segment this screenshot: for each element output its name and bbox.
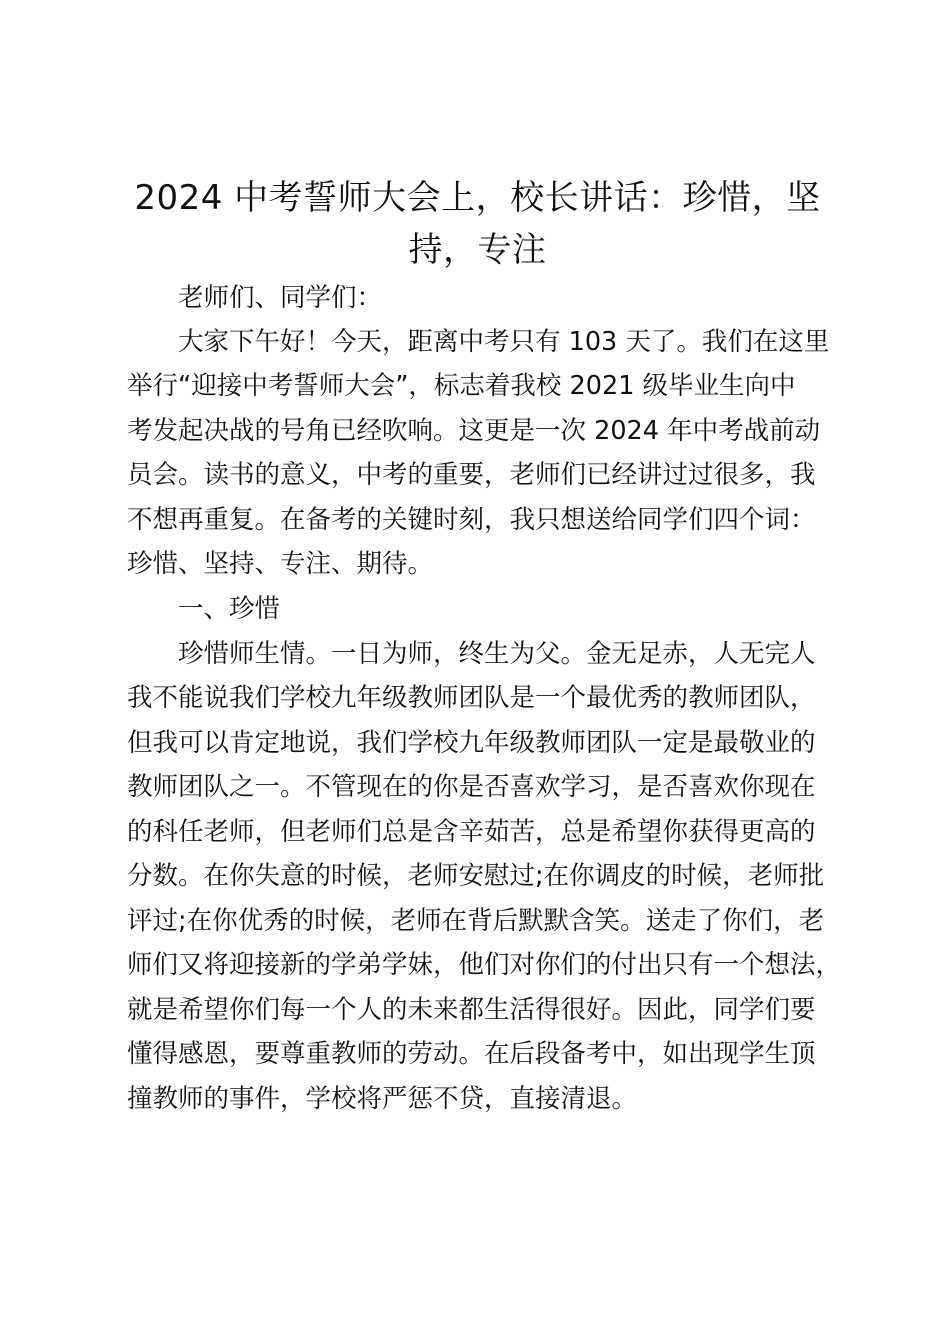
paragraph-line: 分数。在你失意的时候，老师安慰过;在你调皮的时候，老师批 bbox=[127, 861, 825, 891]
paragraph-line: 不想再重复。在备考的关键时刻，我只想送给同学们四个词： bbox=[127, 505, 816, 535]
document-title bbox=[120, 172, 835, 276]
paragraph-line: 考发起决战的号角已经吹响。这更是一次 2024 年中考战前动 bbox=[127, 416, 821, 446]
paragraph-line: 撞教师的事件，学校将严惩不贷，直接清退。 bbox=[127, 1084, 638, 1114]
paragraph-line: 懂得感恩，要尊重教师的劳动。在后段备考中，如出现学生顶 bbox=[127, 1039, 816, 1069]
title-line-1: 2024 中考誓师大会上，校长讲话：珍惜，坚 bbox=[134, 178, 821, 218]
paragraph-line: 评过;在你优秀的时候，老师在背后默默含笑。送走了你们，老 bbox=[127, 906, 825, 936]
paragraph-line: 珍惜师生情。一日为师，终生为父。金无足赤，人无完人 bbox=[178, 639, 816, 669]
paragraph-line: 就是希望你们每一个人的未来都生活得很好。因此，同学们要 bbox=[127, 995, 816, 1025]
paragraph-line: 员会。读书的意义，中考的重要，老师们已经讲过过很多，我 bbox=[127, 460, 816, 490]
paragraph-line: 的科任老师，但老师们总是含辛茹苦，总是希望你获得更高的 bbox=[127, 817, 816, 847]
paragraph-line: 教师团队之一。不管现在的你是否喜欢学习，是否喜欢你现在 bbox=[127, 772, 816, 802]
salutation: 老师们、同学们： bbox=[178, 283, 383, 313]
paragraph-line: 师们又将迎接新的学弟学妹，他们对你们的付出只有一个想法， bbox=[127, 950, 842, 980]
title-line-2: 持，专注 bbox=[408, 230, 547, 270]
section-heading: 一、珍惜 bbox=[178, 594, 281, 624]
paragraph-line: 但我可以肯定地说，我们学校九年级教师团队一定是最敬业的 bbox=[127, 728, 816, 758]
paragraph-line: 举行“迎接中考誓师大会”，标志着我校 2021 级毕业生向中 bbox=[127, 371, 796, 401]
paragraph-line: 我不能说我们学校九年级教师团队是一个最优秀的教师团队， bbox=[127, 683, 816, 713]
paragraph-line: 珍惜、坚持、专注、期待。 bbox=[127, 549, 434, 579]
paragraph-line: 大家下午好！今天，距离中考只有 103 天了。我们在这里 bbox=[178, 327, 830, 357]
